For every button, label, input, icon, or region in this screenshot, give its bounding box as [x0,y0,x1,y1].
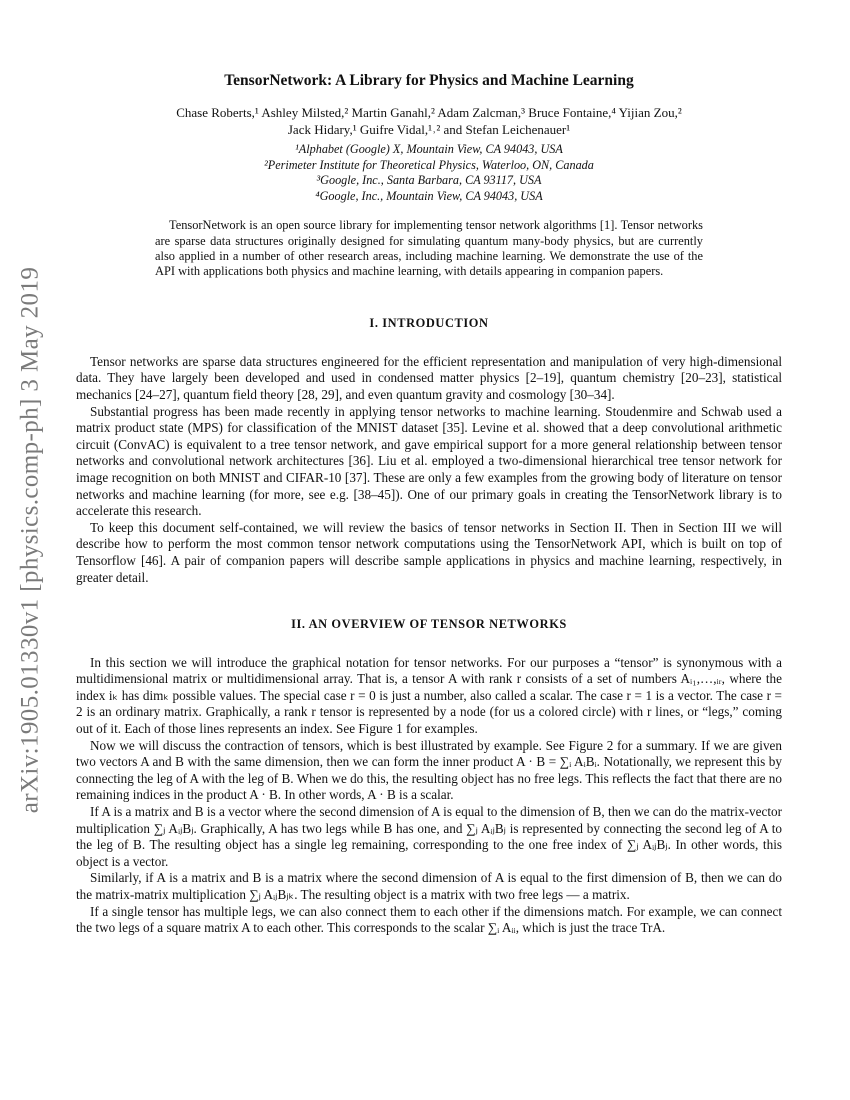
arxiv-identifier: arXiv:1905.01330v1 [physics.comp-ph] 3 May 2019 [16,266,44,814]
author-list: Chase Roberts,¹ Ashley Milsted,² Martin Ganahl,² Adam Zalcman,³ Bruce Fontaine,⁴ Yijian Zou,² Jack Hidary,¹ Guifre Vidal,¹˒² and Stefan Leichenauer¹ [176,105,682,137]
paper-title: TensorNetwork: A Library for Physics and Machine Learning [224,72,634,89]
affiliation: ⁴Google, Inc., Mountain View, CA 94043, USA [315,188,543,203]
affiliation: ²Perimeter Institute for Theoretical Physics, Waterloo, ON, Canada [264,157,594,172]
affiliation-list [76,142,782,204]
body-paragraph: Substantial progress has been made recently in applying tensor networks to machine learning. Stoudenmire and Schwab used a matrix product state (MPS) for classification of the MNIST dataset [35]. Levine et al. showed that a deep convolutional arithmetic circuit (ConvAC) is equivalent to a tree tensor network, and gave empirical support for a more general relationship between tensor networks and convolutional network architectures [36]. Liu et al. employed a two-dimensional hierarchical tree tensor network for image recognition on both MNIST and CIFAR-10 [37]. These are only a few examples from the growing body of literature on tensor networks and machine learning (for more, see e.g. [38–45]). One of our primary goals in creating the TensorNetwork library is to accelerate this research. [76,403,782,519]
section-heading-overview: II. AN OVERVIEW OF TENSOR NETWORKS [291,617,567,632]
body-paragraph: Now we will discuss the contraction of tensors, which is best illustrated by example. See Figure 2 for a summary. If we are given two vectors A and B with the same dimension, then we can form the inner product A · B = ∑ᵢ AᵢBᵢ. Notationally, we represent this by connecting the leg of A with the leg of B. When we do this, the resulting object has no free legs. This reflects the fact that there are no remaining indices in the product A · B. In other words, A · B is a scalar. [76,737,782,803]
affiliation: ¹Alphabet (Google) X, Mountain View, CA 94043, USA [295,142,563,156]
body-paragraph: Tensor networks are sparse data structures engineered for the efficient representation and manipulation of very high-dimensional data. They have largely been developed and used in condensed matter physics [2–19], quantum chemistry [20–23], statistical mechanics [24–27], quantum field theory [28, 29], and even quantum gravity and cosmology [30–34]. [76,353,782,402]
arxiv-sidebar-stamp [6,240,54,840]
body-paragraph: In this section we will introduce the graphical notation for tensor networks. For our purposes a “tensor” is synonymous with a multidimensional matrix or multidimensional array. That is, a tensor A with rank r consists of a set of numbers Aᵢ₁,…,ᵢᵣ, where the index iₖ has dimₖ possible values. The special case r = 0 is just a number, also called a scalar. The case r = 1 is a vector. The case r = 2 is an ordinary matrix. Graphically, a rank r tensor is represented by a node (for us a colored circle) with r lines, or “legs,” coming out of it. Each of those lines represents an index. See Figure 1 for examples. [76,654,782,737]
body-paragraph: Similarly, if A is a matrix and B is a matrix where the second dimension of A is equal to the first dimension of B, then we can do the matrix-matrix multiplication ∑ⱼ AᵢⱼBⱼₖ. The resulting object is a matrix with two free legs — a matrix. [76,870,782,902]
body-paragraph: If a single tensor has multiple legs, we can also connect them to each other if the dimensions match. For example, we can connect the two legs of a square matrix A to each other. This corresponds to the scalar ∑ᵢ Aᵢᵢ, which is just the trace TrA. [76,903,782,936]
body-paragraph: If A is a matrix and B is a vector where the second dimension of A is equal to the dimension of B, then we can do the matrix-vector multiplication ∑ⱼ AᵢⱼBⱼ. Graphically, A has two legs while B has one, and ∑ⱼ AᵢⱼBⱼ is represented by connecting the second leg of A to the leg of B. The resulting object has a single leg remaining, corresponding to the one free index of ∑ⱼ AᵢⱼBⱼ. In other words, this object is a vector. [76,804,782,869]
paper-page [76,72,782,937]
section-heading-introduction: I. INTRODUCTION [369,316,489,331]
body-paragraph: To keep this document self-contained, we will review the basics of tensor networks in Section II. Then in Section III we will describe how to perform the most common tensor network computations using the TensorNetwork API, which is built on top of Tensorflow [46]. A pair of companion papers will describe sample applications in physics and machine learning, respectively, in greater detail. [76,519,782,585]
abstract: TensorNetwork is an open source library for implementing tensor network algorithms [1]. Tensor networks are sparse data structures originally designed for simulating quantum many-body physics, but are currently also applied in a number of other research areas, including machine learning. We demonstrate the use of the API with applications both physics and machine learning, with details appearing in companion papers. [155,218,703,278]
affiliation: ³Google, Inc., Santa Barbara, CA 93117, USA [316,173,542,188]
